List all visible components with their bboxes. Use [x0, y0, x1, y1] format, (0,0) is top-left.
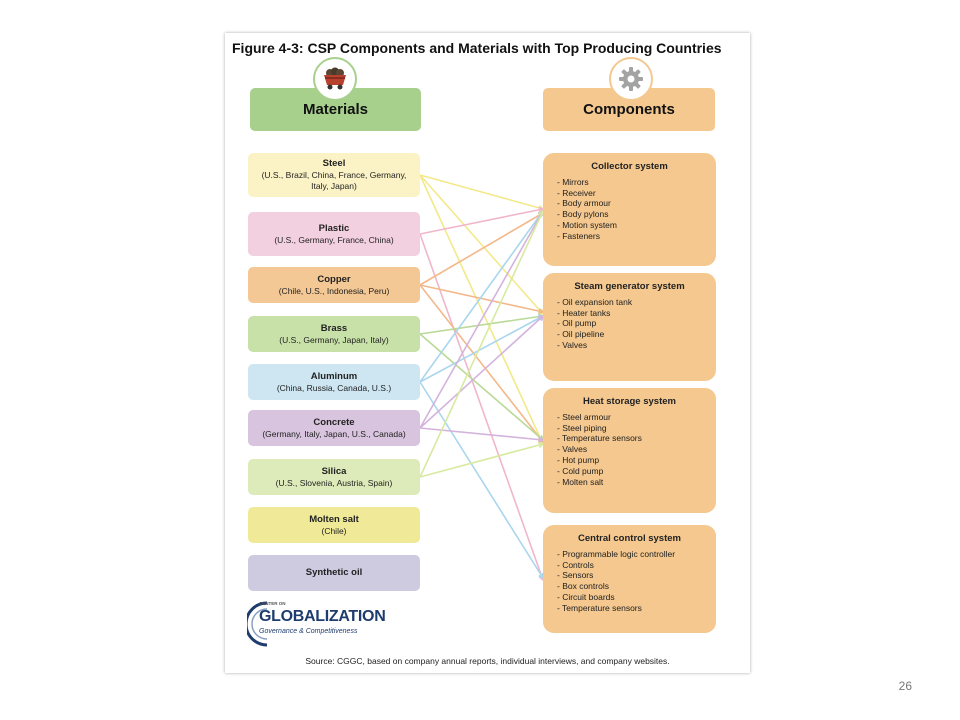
component-box: [543, 273, 716, 381]
material-name: Copper: [317, 273, 351, 285]
component-part: - Oil expansion tank: [557, 296, 633, 307]
material-countries: (China, Russia, Canada, U.S.): [276, 382, 392, 393]
source-note: Source: CGGC, based on company annual reports, individual interviews, and company websites.: [305, 656, 670, 666]
components-header: Components: [543, 88, 715, 131]
material-countries: (U.S., Germany, Japan, Italy): [279, 334, 389, 345]
connection-line: [420, 211, 543, 477]
component-box: [543, 525, 716, 633]
material-box: [248, 459, 420, 495]
component-name: Heat storage system: [583, 396, 676, 407]
component-name: Steam generator system: [574, 281, 685, 292]
component-part: - Receiver: [557, 187, 596, 198]
component-part: - Fasteners: [557, 230, 600, 241]
material-box: [248, 153, 420, 197]
material-name: Brass: [320, 322, 348, 334]
component-parts-list: [553, 549, 706, 614]
material-countries: (Germany, Italy, Japan, U.S., Canada): [262, 428, 406, 439]
mine-cart-icon: [313, 57, 357, 101]
component-parts-list: [553, 177, 706, 242]
material-box: [248, 267, 420, 303]
logo-main-text: GLOBALIZATION: [259, 608, 386, 625]
component-part: - Oil pipeline: [557, 329, 605, 340]
material-name: Concrete: [313, 416, 355, 428]
material-countries: Italy, Japan): [311, 181, 357, 191]
component-part: - Valves: [557, 444, 588, 455]
material-box: [248, 555, 420, 591]
material-countries: (U.S., Slovenia, Austria, Spain): [275, 477, 393, 488]
connection-line: [420, 175, 543, 209]
material-name: Molten salt: [309, 513, 359, 525]
material-name: Steel: [322, 158, 346, 169]
logo-top-text: CENTER ON: [259, 601, 286, 606]
component-parts-list: [553, 297, 706, 351]
material-countries: (U.S., Germany, France, China): [274, 234, 394, 245]
component-name: Central control system: [578, 533, 681, 544]
material-name: Silica: [321, 465, 347, 477]
component-part: - Temperature sensors: [557, 602, 642, 613]
connection-line: [420, 209, 543, 234]
connection-line: [420, 234, 543, 580]
material-name: Synthetic oil: [305, 567, 363, 578]
component-part: - Motion system: [557, 219, 617, 230]
component-part: - Mirrors: [557, 176, 589, 187]
component-part: - Heater tanks: [557, 307, 611, 318]
material-box: [248, 507, 420, 543]
component-part: - Molten salt: [557, 476, 604, 487]
material-countries: (U.S., Brazil, China, France, Germany,: [261, 170, 407, 180]
component-part: - Steel piping: [557, 422, 607, 433]
component-parts-list: [553, 412, 706, 488]
component-name: Collector system: [591, 161, 668, 172]
figure: [225, 33, 750, 673]
material-box: [248, 410, 420, 446]
logo-sub-text: Governance & Competitiveness: [259, 628, 358, 635]
component-part: - Programmable logic controller: [557, 548, 676, 559]
material-box: [248, 212, 420, 256]
material-box: [248, 316, 420, 352]
component-box: [543, 388, 716, 513]
component-part: - Controls: [557, 559, 594, 570]
material-countries: (Chile): [321, 525, 347, 536]
material-name: Plastic: [318, 222, 350, 234]
connection-line: [420, 211, 543, 382]
component-part: - Valves: [557, 339, 588, 350]
component-part: - Temperature sensors: [557, 433, 642, 444]
material-name: Aluminum: [310, 370, 358, 382]
component-part: - Circuit boards: [557, 591, 615, 602]
materials-header: Materials: [250, 88, 421, 131]
component-part: - Steel armour: [557, 411, 611, 422]
cggc-logo: [247, 599, 407, 649]
connection-line: [420, 444, 543, 477]
material-box: [248, 364, 420, 400]
gear-icon: [609, 57, 653, 101]
page-number: 26: [898, 679, 912, 693]
component-part: - Body pylons: [557, 209, 609, 220]
material-countries: (Chile, U.S., Indonesia, Peru): [278, 285, 390, 296]
component-box: [543, 153, 716, 266]
component-part: - Cold pump: [557, 465, 604, 476]
component-part: - Hot pump: [557, 454, 600, 465]
figure-title: Figure 4-3: CSP Components and Materials with Top Producing Countries: [232, 40, 722, 56]
component-part: - Box controls: [557, 581, 609, 592]
component-part: - Sensors: [557, 570, 594, 581]
component-part: - Body armour: [557, 198, 611, 209]
component-part: - Oil pump: [557, 318, 597, 329]
